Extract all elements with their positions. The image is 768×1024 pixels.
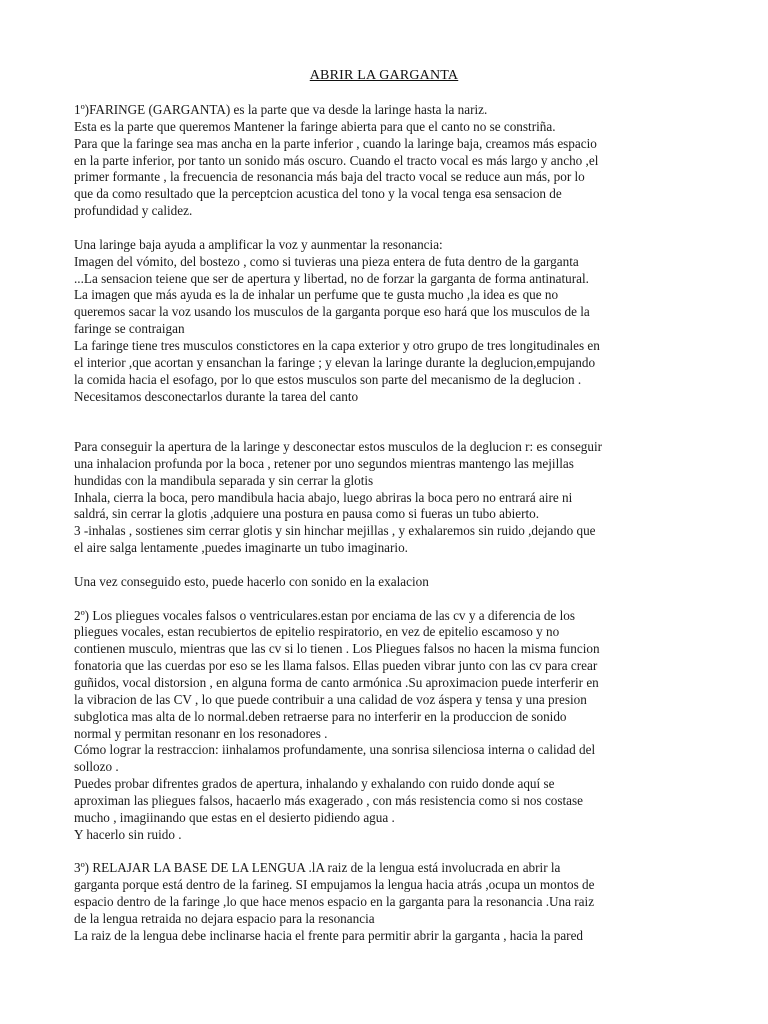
text-line: mucho , imagiinando que estas en el desierto pidiendo agua . <box>74 809 395 825</box>
text-line: en la parte inferior, por tanto un sonido más oscuro. Cuando el tracto vocal es más largo y ancho ,el <box>74 152 599 168</box>
text-line: hundidas con la mandibula separada y sin cerrar la glotis <box>74 472 374 488</box>
text-line: Para que la faringe sea mas ancha en la parte inferior , cuando la laringe baja, creamos más espacio <box>74 135 597 151</box>
text-line: primer formante , la frecuencia de resonancia más baja del tracto vocal se reduce aun más, por lo <box>74 169 585 185</box>
text-line: profundidad y calidez. <box>74 203 193 219</box>
text-line: Una laringe baja ayuda a amplificar la voz y aunmentar la resonancia: <box>74 236 443 252</box>
text-line: sollozo . <box>74 759 119 775</box>
text-line: de la lengua retraida no dejara espacio para la resonancia <box>74 910 375 926</box>
text-line: Para conseguir la apertura de la laringe y desconectar estos musculos de la deglucion r: es conseguir <box>74 439 603 454</box>
text-line: fonatoria que las cuerdas por eso se les llama falsos. Ellas pueden vibrar junto con las cv para crear <box>74 658 598 674</box>
text-line: Puedes probar difrentes grados de apertura, inhalando y exhalando con ruido donde aquí se <box>74 776 555 791</box>
text-line: una inhalacion profunda por la boca , retener por uno segundos mientras mantengo las mejillas <box>74 455 574 471</box>
text-line: normal y permitan resonanr en los resonadores . <box>74 725 328 741</box>
text-line: 1º)FARINGE (GARGANTA) es la parte que va desde la laringe hasta la nariz. <box>74 102 488 117</box>
text-line: La faringe tiene tres musculos constictores en la capa exterior y otro grupo de tres longitudinales en <box>74 337 600 353</box>
text-line: Una vez conseguido esto, puede hacerlo con sonido en la exalacion <box>74 573 429 589</box>
text-line: queremos sacar la voz usando los musculos de la garganta porque eso hará que los musculos de la <box>74 304 590 320</box>
text-line: aproximan las pliegues falsos, hacaerlo más exagerado , con más resistencia como si nos costase <box>74 792 584 808</box>
text-line: pliegues vocales, estan recubiertos de epitelio respiratorio, en vez de epitelio escamoso y no <box>74 624 560 640</box>
text-line: Y hacerlo sin ruido . <box>74 826 182 842</box>
document-title: ABRIR LA GARGANTA <box>309 68 459 83</box>
text-line: Necesitamos desconectarlos durante la tarea del canto <box>74 388 359 404</box>
text-line: el aire salga lentamente ,puedes imaginarte un tubo imaginario. <box>74 540 408 556</box>
text-line: Inhala, cierra la boca, pero mandibula hacia abajo, luego abriras la boca pero no entrará aire ni <box>74 489 573 505</box>
text-line: el interior ,que acortan y ensanchan la faringe ; y elevan la laringe durante la deglucion,empujando <box>74 354 596 370</box>
text-line: garganta porque está dentro de la farineg. SI empujamos la lengua hacia atrás ,ocupa un montos de <box>74 877 595 893</box>
text-line: espacio dentro de la faringe ,lo que hace menos espacio en la garganta para la resonancia .Una raiz <box>74 894 595 909</box>
text-line: La raiz de la lengua debe inclinarse hacia el frente para permitir abrir la garganta , hacia la pared <box>74 927 584 943</box>
text-line: Cómo lograr la restraccion: iinhalamos profundamente, una sonrisa silenciosa interna o calidad del <box>74 742 596 758</box>
text-line: 3 -inhalas , sostienes sim cerrar glotis y sin hinchar mejillas , y exhalaremos sin ruido ,dejando que <box>74 523 596 539</box>
text-line: saldrá, sin cerrar la glotis ,adquiere una postura en pausa como si fueras un tubo abierto. <box>74 506 540 522</box>
text-line: 3º) RELAJAR LA BASE DE LA LENGUA .lA raiz de la lengua está involucrada en abrir la <box>74 860 561 876</box>
text-line: faringe se contraigan <box>74 321 185 337</box>
text-line: ...La sensacion teiene que ser de apertura y libertad, no de forzar la garganta de forma antinatural. <box>74 270 589 286</box>
text-line: guñidos, vocal distorsion , en alguna forma de canto armónica .Su aproximacion puede interferir en <box>74 674 599 690</box>
text-line: la vibracion de las CV , lo que puede contribuir a una calidad de voz áspera y tensa y una presion <box>74 691 587 707</box>
text-line: Imagen del vómito, del bostezo , como si tuvieras una pieza entera de futa dentro de la garganta <box>74 253 579 269</box>
text-line: contienen musculo, mientras que las cv si lo tienen . Los Pliegues falsos no hacen la misma funcion <box>74 641 600 657</box>
text-line: subglotica mas alta de lo normal.deben retraerse para no interferir en la produccion de sonido <box>74 708 567 724</box>
text-line: 2º) Los pliegues vocales falsos o ventriculares.estan por enciama de las cv y a diferencia de los <box>74 607 575 623</box>
text-line: la comida hacia el esofago, por lo que estos musculos son parte del mecanismo de la deglucion . <box>74 371 582 387</box>
text-line: La imagen que más ayuda es la de inhalar un perfume que te gusta mucho ,la idea es que no <box>74 287 559 303</box>
text-line: Esta es la parte que queremos Mantener la faringe abierta para que el canto no se constriña. <box>74 118 556 134</box>
text-line: que da como resultado que la perceptcion acustica del tono y la vocal tenga esa sensacion de <box>74 186 562 202</box>
